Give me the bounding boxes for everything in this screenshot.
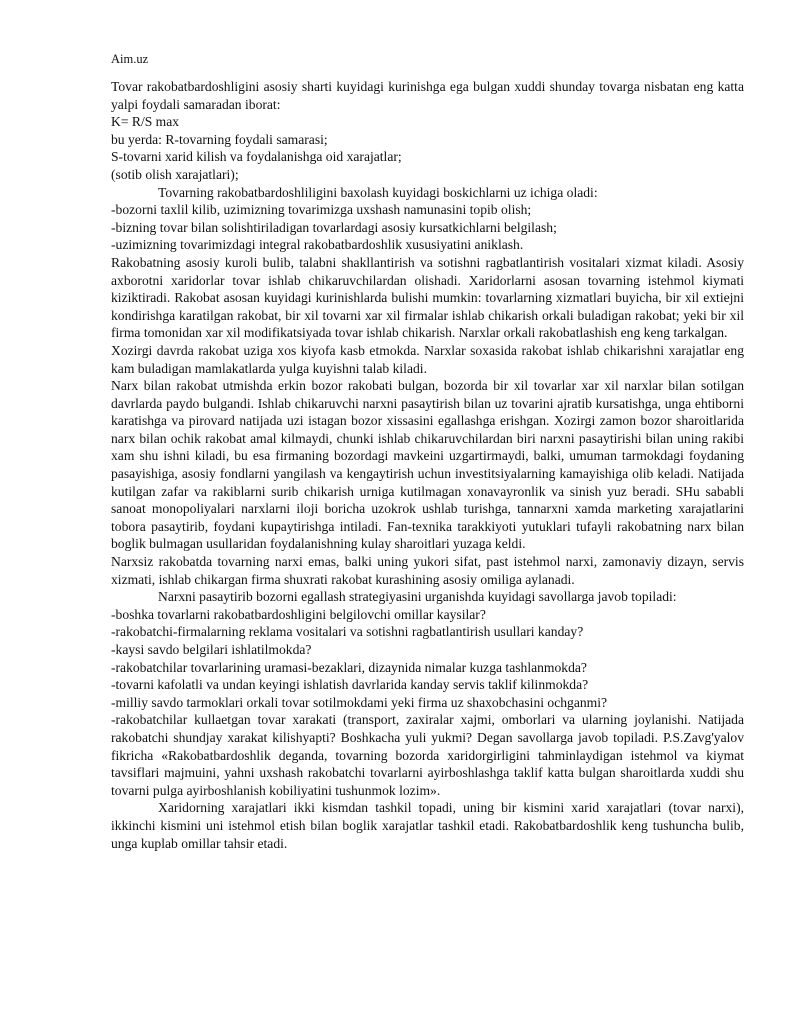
page-header: Aim.uz [111,52,149,66]
paragraph-price-competition: Narx bilan rakobat utmishda erkin bozor rakobati bulgan, bozorda bir xil tovarlar xar xil narxlar bilan sotilgan davrlarda paydo bulgandi. Ishlab chikaruvchi narxni pasaytirish bilan uz tovarini ajratib kursatishga, unga ehtiborni karatishga va pirovard natijada uzi istagan bozor xissasini egallashga erishgan. Xozirgi zamon bozor sharoitlarida narx bilan ochik rakobat amal kilmaydi, chunki ishlab chikaruvchilardan biri narxni pasaytirishi bilan uning rakibi xam shu ishni kiladi, bu esa firmaning bozordagi mavkeini uzgartirmaydi, balki, umuman tarmokdagi foydaning pasayishiga, asosiy fondlarni yangilash va kengaytirish uchun investitsiyalarning kamayishiga olib keladi. Natijada kutilgan zafar va rakiblarni surib chikarish urniga kutilmagan xonavayronlik va sinish yuz beradi. SHu sababli sanoat monopoliyalari narxlarni iloji boricha uzokrok ushlab turishga, tannarxni xamda marketing xarajatlarini tobora pasaytirib, foydani kupaytirishga intiladi. Fan-texnika tarakkiyoti yutuklari tufayli rakobatning narx bilan boglik bulmagan usullaridan foydalanishning kulay sharoitlari yuzaga keldi. [111,378,744,552]
list-item: -kaysi savdo belgilari ishlatilmokda? [111,642,312,657]
paragraph-strategy-questions: Narxni pasaytirib bozorni egallash strategiyasini urganishda kuyidagi savollarga javob topiladi: [158,589,677,605]
paragraph-nonprice-competition: Narxsiz rakobatda tovarning narxi emas, balki uning yukori sifat, past istehmol narxi, zamonaviy dizayn, servis xizmati, ishlab chikargan firma shuxrati rakobat kurashining asosiy omiliga aylanadi. [111,554,744,587]
list-item: -rakobatchilar tovarlarining uramasi-bezaklari, dizaynida nimalar kuzga tashlanmokda? [111,659,587,675]
formula-explanation-note: (sotib olish xarajatlari); [111,166,239,182]
list-item: -bizning tovar bilan solishtiriladigan tovarlardagi asosiy kursatkichlarni belgilash; [111,219,557,235]
paragraph-competition-tools: Rakobatning asosiy kuroli bulib, talabni shakllantirish va sotishni ragbatlantirish vositalari xizmat kiladi. Asosiy axborotni xaridorlar tovar ishlab chikaruvchilardan olishadi. Xaridorlarni asosan tovarning istehmol kiymati kiziktiradi. Rakobat asosan kuyidagi kurinishlarda bulishi mumkin: tovarlarning xizmatlari buyicha, bir xil extiejni kondirishga karatilgan rakobat, bir xil tovarni xar xil firmalar ishlab chikarish orkali buladigan rakobat; yeki bir xil firma tomonidan xar xil modifikatsiyada tovar ishlab chikarish. Narxlar orkali rakobatlashish eng keng tarkalgan. [111,254,744,341]
list-item: -tovarni kafolatli va undan keyingi ishlatish davrlarida kanday servis taklif kilinmokda? [111,677,589,693]
formula-explanation-s: S-tovarni xarid kilish va foydalanishga oid xarajatlar; [111,149,402,165]
list-item: -bozorni taxlil kilib, uzimizning tovarimizga uxshash namunasini topib olish; [111,202,532,218]
paragraph-buyer-costs: Xaridorning xarajatlari ikki kismdan tashkil topadi, uning bir kismini xarid xarajatlari (tovar narxi), ikkinchi kismini uni istehmol etish bilan boglik xarajatlar tashkil etadi. Rakobatbardoshlik keng tushuncha bulib, unga kuplab omillar tahsir etadi. [111,800,744,851]
list-item: -milliy savdo tarmoklari orkali tovar sotilmokdami yeki firma uz shaxobchasini ochganmi? [111,694,608,710]
list-item: -boshka tovarlarni rakobatbardoshligini belgilovchi omillar kaysilar? [111,606,486,622]
formula-explanation-r: bu yerda: R-tovarning foydali samarasi; [111,131,328,147]
formula: K= R/S max [111,114,180,130]
paragraph-competitor-movement: -rakobatchilar kullaetgan tovar xarakati (transport, zaxiralar xajmi, omborlari va ularning joylanishi. Natijada rakobatchi shundjay xarakat kilishyapti? Boshkacha yuli yukmi? Degan savollarga javob topiladi. P.S.Zavg'yalov fikricha «Rakobatbardoshlik deganda, tovarning bozorda xaridorgirligini tahminlaydigan istehmol va kiymat tavsiflari majmuini, yahni uxshash rakobatchi tovarlarni ayirboshlashga taklif katta bulgan sharoitlarda xuddi shu tovarni pulga ayirboshlanish kobiliyatini tushunmok lozim». [111,712,744,798]
paragraph-modern-competition: Xozirgi davrda rakobat uziga xos kiyofa kasb etmokda. Narxlar soxasida rakobat ishlab chikarishni xarajatlar eng kam buladigan mamlakatlarda yulga kuyishni talab kiladi. [111,342,744,376]
list-item: -uzimizning tovarimizdagi integral rakobatbardoshlik xususiyatini aniklash. [111,237,524,253]
document-body [111,78,744,852]
list-item: -rakobatchi-firmalarning reklama vositalari va sotishni ragbatlantirish usullari kanday? [111,624,584,640]
paragraph-evaluation-stages: Tovarning rakobatbardoshliligini baxolash kuyidagi boskichlarni uz ichiga oladi: [158,184,598,200]
paragraph-competitiveness-condition: Tovar rakobatbardoshligini asosiy sharti kuyidagi kurinishga ega bulgan xuddi shunday tovarga nisbatan eng katta yalpi foydali samaradan iborat: [111,79,744,112]
